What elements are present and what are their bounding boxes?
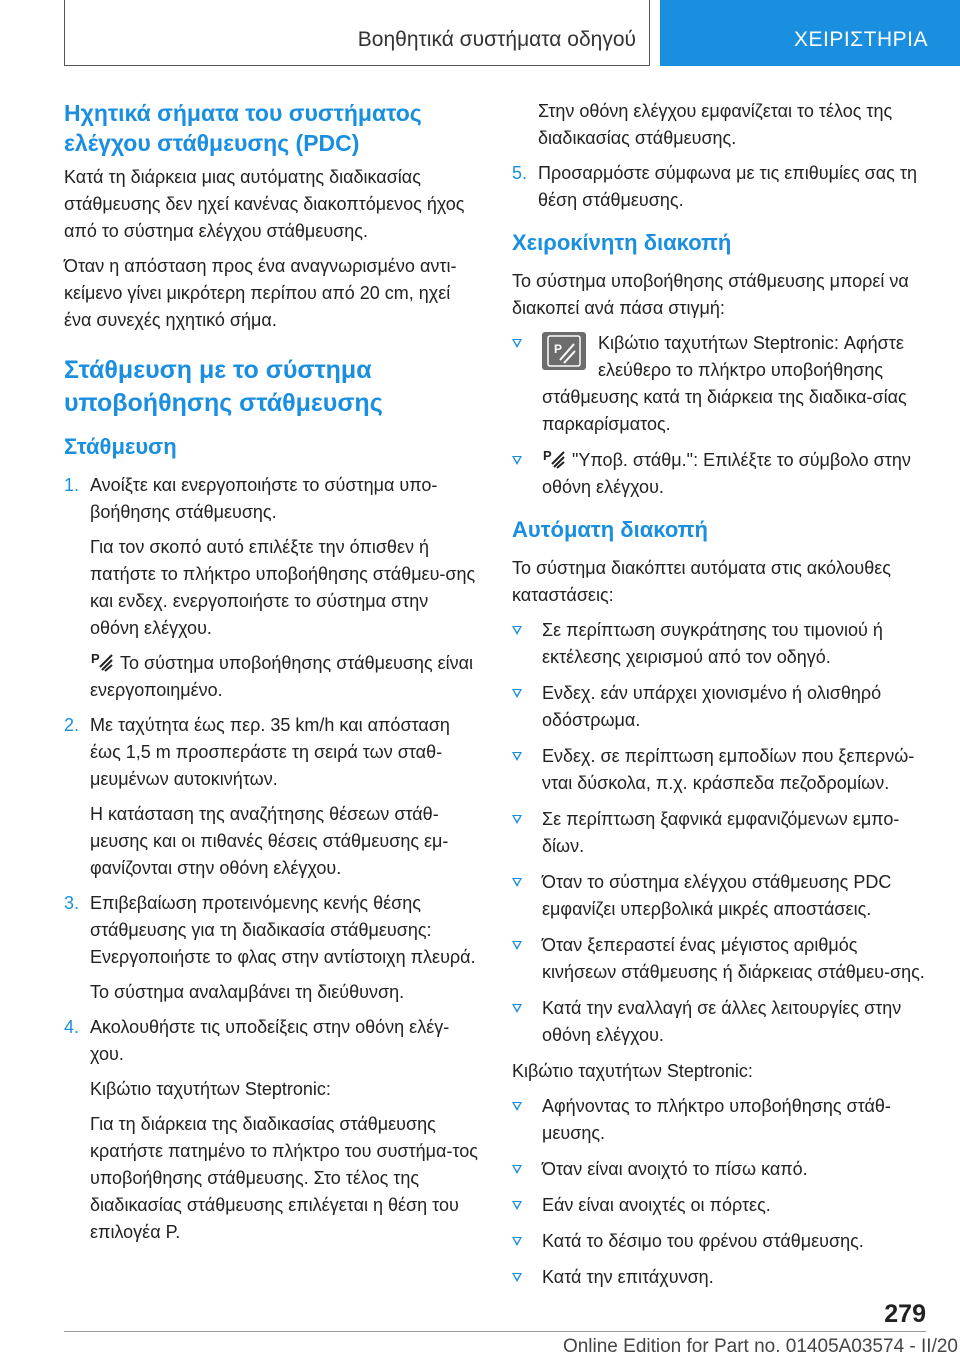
step-text: Η κατάσταση της αναζήτησης θέσεων στάθ-μευσης και οι πιθανές θέσεις στάθμευσης εμ-φανίζονται στην οθόνη ελέγχου. <box>90 804 449 878</box>
heading-manual-stop: Χειροκίνητη διακοπή <box>512 230 732 255</box>
list-item-text: Όταν το σύστημα ελέγχου στάθμευσης PDC εμφανίζει υπερβολικά μικρές αποστάσεις. <box>542 872 892 919</box>
step-number: 4. <box>64 1017 80 1037</box>
triangle-bullet-icon <box>512 1273 522 1282</box>
list-item <box>512 330 926 438</box>
triangle-bullet-icon <box>512 815 522 824</box>
heading-pdc-signals: Ηχητικά σήματα του συστήματος ελέγχου στάθμευσης (PDC) <box>64 100 422 156</box>
step-text: Με ταχύτητα έως περ. 35 km/h και απόσταση έως 1,5 m προσπεράστε τη σειρά των σταθ-μευμένων αυτοκινήτων. <box>90 715 450 789</box>
heading-parking: Στάθμευση <box>64 434 177 459</box>
paragraph: Το σύστημα διακόπτει αυτόματα στις ακόλουθες καταστάσεις: <box>512 558 891 605</box>
triangle-bullet-icon <box>512 941 522 950</box>
page-number: 279 <box>884 1300 926 1328</box>
list-item <box>512 1228 926 1255</box>
list-item-text: Κατά την επιτάχυνση. <box>542 1267 714 1287</box>
step-text: Ακολουθήστε τις υποδείξεις στην οθόνη ελέγ-χου. <box>90 1017 450 1064</box>
list-item <box>512 743 926 797</box>
triangle-bullet-icon <box>512 752 522 761</box>
triangle-bullet-icon <box>512 689 522 698</box>
list-item <box>512 1093 926 1147</box>
list-item-text: Εάν είναι ανοιχτές οι πόρτες. <box>542 1195 771 1215</box>
parking-assist-button-icon <box>542 332 586 370</box>
right-column <box>512 98 926 1300</box>
step-item <box>64 890 480 1006</box>
list-item-text: "Υποβ. στάθμ.": Επιλέξτε το σύμβολο στην οθόνη ελέγχου. <box>542 450 911 497</box>
paragraph: Κιβώτιο ταχυτήτων Steptronic: <box>512 1061 753 1081</box>
triangle-bullet-icon <box>512 1165 522 1174</box>
step-note-text: Το σύστημα υποβοήθησης στάθμευσης είναι ενεργοποιημένο. <box>90 653 474 700</box>
step-number: 3. <box>64 893 80 913</box>
heading-auto-stop: Αυτόματη διακοπή <box>512 517 708 542</box>
list-item-text: Κατά την εναλλαγή σε άλλες λειτουργίες στην οθόνη ελέγχου. <box>542 998 902 1045</box>
list-item-text: Κιβώτιο ταχυτήτων Steptronic: Αφήστε ελεύθερο το πλήκτρο υποβοήθησης στάθμευσης κατά τη διάρκεια της διαδικα-σίας παρκαρίσματος. <box>542 333 907 434</box>
list-item <box>512 806 926 860</box>
list-item-text: Ενδεχ. σε περίπτωση εμποδίων που ξεπερνώ-νται δύσκολα, π.χ. κράσπεδα πεζοδρομίων. <box>542 746 915 793</box>
paragraph: Κατά τη διάρκεια μιας αυτόματης διαδικασίας στάθμευσης δεν ηχεί κανένας διακοπτόμενος ήχος από το σύστημα ελέγχου στάθμευσης. <box>64 167 465 241</box>
triangle-bullet-icon <box>512 1201 522 1210</box>
footer-edition: Online Edition for Part no. 01405A03574 - II/20 <box>562 1336 958 1357</box>
parking-assistant-icon <box>542 447 566 469</box>
step-text: Στην οθόνη ελέγχου εμφανίζεται το τέλος της διαδικασίας στάθμευσης. <box>538 101 893 148</box>
step-continuation <box>512 98 926 152</box>
list-item-text: Όταν είναι ανοιχτό το πίσω καπό. <box>542 1159 808 1179</box>
step-text: Ανοίξτε και ενεργοποιήστε το σύστημα υπο-βοήθησης στάθμευσης. <box>90 475 438 522</box>
step-item <box>64 712 480 882</box>
list-item-text: Όταν ξεπεραστεί ένας μέγιστος αριθμός κινήσεων στάθμευσης ή διάρκειας στάθμευ-σης. <box>542 935 925 982</box>
heading-parking-assist: Στάθμευση με το σύστημα υποβοήθησης στάθμευσης <box>64 356 383 417</box>
list-item-text: Ενδεχ. εάν υπάρχει χιονισμένο ή ολισθηρό οδόστρωμα. <box>542 683 882 730</box>
step-text: Προσαρμόστε σύμφωνα με τις επιθυμίες σας τη θέση στάθμευσης. <box>538 163 917 210</box>
list-item-text: Αφήνοντας το πλήκτρο υποβοήθησης στάθ-μευσης. <box>542 1096 891 1143</box>
parking-assist-button-glyph <box>542 332 586 370</box>
triangle-bullet-icon <box>512 1102 522 1111</box>
step-note <box>90 650 480 704</box>
svg-text:P: P <box>91 651 100 666</box>
list-item-text: Σε περίπτωση ξαφνικά εμφανιζόμενων εμπο-δίων. <box>542 809 900 856</box>
list-item-text: Σε περίπτωση συγκράτησης του τιμονιού ή εκτέλεσης χειρισμού από τον οδηγό. <box>542 620 883 667</box>
list-item <box>512 680 926 734</box>
step-item <box>64 472 480 704</box>
step-text: Για τον σκοπό αυτό επιλέξτε την όπισθεν ή πατήστε το πλήκτρο υποβοήθησης στάθμευ-σης και ενδεχ. ενεργοποιήστε το σύστημα στην οθόνη ελέγχου. <box>90 537 476 638</box>
step-text: Επιβεβαίωση προτεινόμενης κενής θέσης στάθμευσης για τη διαδικασία στάθμευσης: Ενεργοποιήστε το φλας στην αντίστοιχη πλευρά. <box>90 893 476 967</box>
list-item <box>512 995 926 1049</box>
triangle-bullet-icon <box>512 456 522 465</box>
step-item <box>64 1014 480 1246</box>
triangle-bullet-icon <box>512 878 522 887</box>
step-number: 2. <box>64 715 80 735</box>
step-item <box>512 160 926 214</box>
triangle-bullet-icon <box>512 626 522 635</box>
footer-divider <box>64 1331 926 1332</box>
paragraph: Το σύστημα υποβοήθησης στάθμευσης μπορεί να διακοπεί ανά πάσα στιγμή: <box>512 271 909 318</box>
triangle-bullet-icon <box>512 1004 522 1013</box>
step-text: Κιβώτιο ταχυτήτων Steptronic: <box>90 1079 331 1099</box>
step-text: Για τη διάρκεια της διαδικασίας στάθμευσης κρατήστε πατημένο το πλήκτρο του συστήμα-τος υποβοήθησης στάθμευσης. Στο τέλος της διαδικασίας στάθμευσης επιλέγεται η θέση του επιλογέα P. <box>90 1114 478 1242</box>
triangle-bullet-icon <box>512 339 522 348</box>
svg-text:P: P <box>554 342 563 356</box>
paragraph: Όταν η απόσταση προς ένα αναγνωρισμένο αντι-κείμενο γίνει μικρότερη περίπου από 20 cm, ηχεί ένα συνεχές ηχητικό σήμα. <box>64 256 457 330</box>
list-item <box>512 869 926 923</box>
triangle-bullet-icon <box>512 1237 522 1246</box>
list-item <box>512 447 926 501</box>
list-item-text: Κατά το δέσιμο του φρένου στάθμευσης. <box>542 1231 864 1251</box>
parking-assistant-icon <box>90 650 114 672</box>
list-item <box>512 617 926 671</box>
section-title: Βοηθητικά συστήματα οδηγού <box>357 28 636 51</box>
step-number: 1. <box>64 475 80 495</box>
list-item <box>512 1264 926 1291</box>
list-item <box>512 1192 926 1219</box>
list-item <box>512 932 926 986</box>
chapter-title: ΧΕΙΡΙΣΤΗΡΙΑ <box>793 28 928 51</box>
left-column <box>64 98 480 1254</box>
step-text: Το σύστημα αναλαμβάνει τη διεύθυνση. <box>90 982 405 1002</box>
svg-text:P: P <box>543 448 552 463</box>
list-item <box>512 1156 926 1183</box>
step-number: 5. <box>512 163 528 183</box>
